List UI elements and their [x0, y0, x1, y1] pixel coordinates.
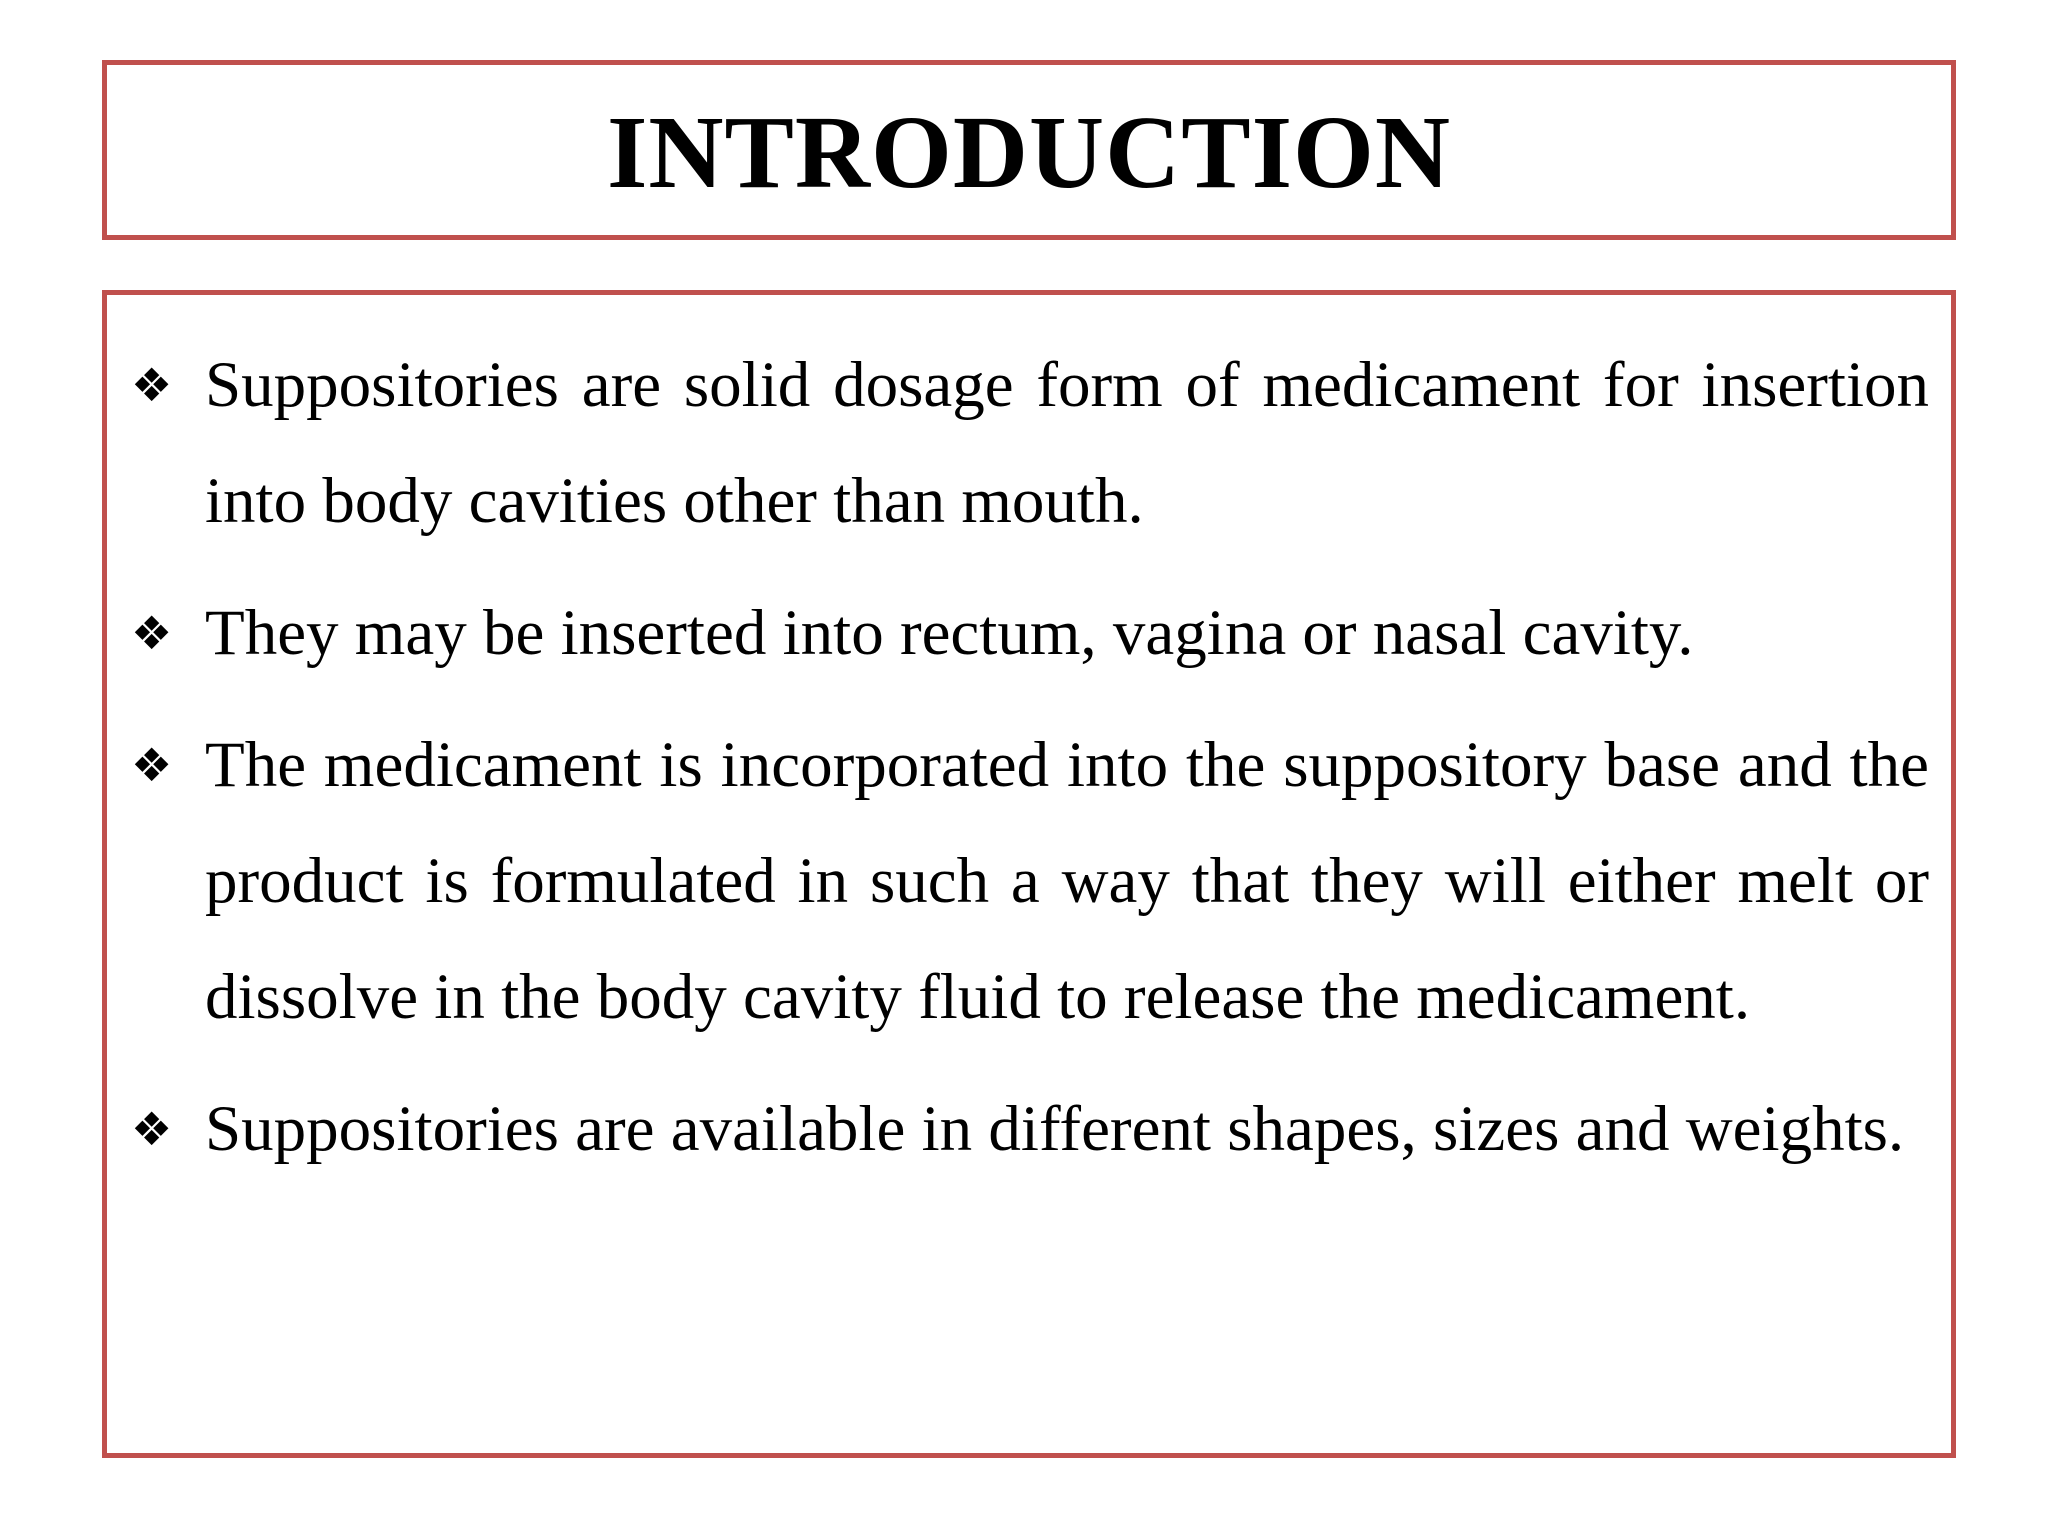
four-diamond-bullet-icon: ❖: [131, 738, 173, 792]
bullet-list: [131, 327, 1929, 1187]
bullet-text: The medicament is incorporated into the suppository base and the product is formulated in such a way that they will either melt or dissolve in the body cavity fluid to release the medicament.: [205, 729, 1929, 1033]
title-box: [102, 60, 1956, 240]
bullet-text: They may be inserted into rectum, vagina or nasal cavity.: [205, 597, 1694, 669]
four-diamond-bullet-icon: ❖: [131, 1102, 173, 1156]
list-item: [131, 707, 1929, 1055]
four-diamond-bullet-icon: ❖: [131, 606, 173, 660]
content-box: [102, 290, 1956, 1458]
bullet-text: Suppositories are available in different shapes, sizes and weights.: [205, 1093, 1905, 1165]
bullet-text: Suppositories are solid dosage form of medicament for insertion into body cavities other than mouth.: [205, 349, 1929, 537]
list-item: [131, 1071, 1929, 1187]
four-diamond-bullet-icon: ❖: [131, 358, 173, 412]
list-item: [131, 327, 1929, 559]
list-item: [131, 575, 1929, 691]
slide-title: INTRODUCTION: [606, 95, 1452, 210]
